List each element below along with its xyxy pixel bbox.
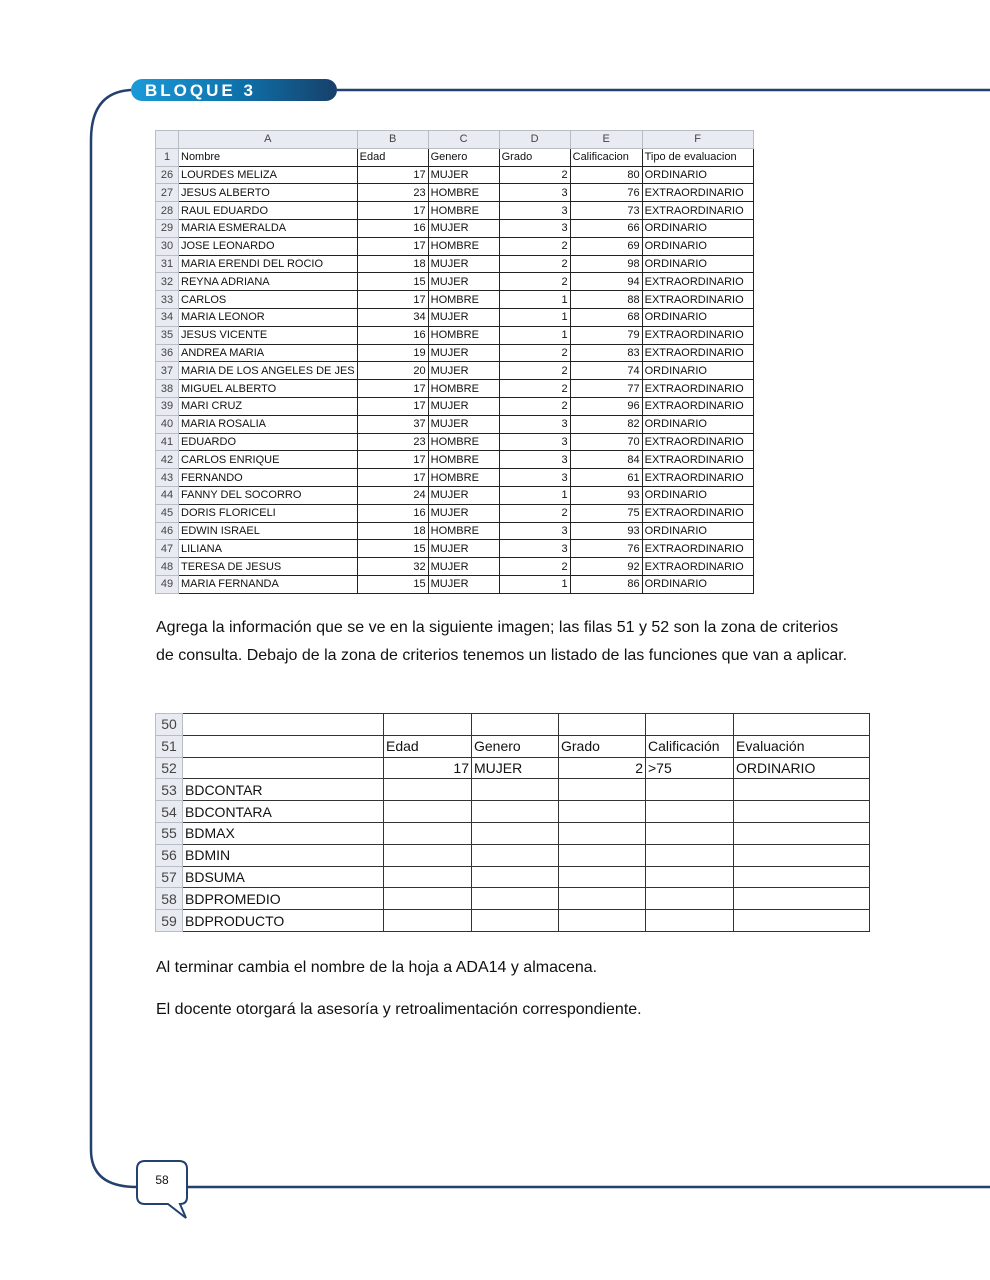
cell[interactable] bbox=[734, 779, 870, 801]
cell[interactable] bbox=[734, 910, 870, 932]
table-row bbox=[156, 415, 754, 433]
cell[interactable]: DORIS FLORICELI bbox=[179, 504, 358, 522]
row-number[interactable]: 35 bbox=[156, 326, 179, 344]
cell[interactable]: EXTRAORDINARIO bbox=[642, 397, 753, 415]
table-row bbox=[156, 714, 870, 736]
table-row bbox=[156, 451, 754, 469]
spreadsheet-table-data bbox=[155, 130, 754, 594]
cell[interactable]: 17 bbox=[357, 291, 428, 309]
cell[interactable]: 76 bbox=[570, 540, 642, 558]
cell[interactable] bbox=[646, 844, 734, 866]
cell[interactable]: HOMBRE bbox=[428, 202, 499, 220]
table-row bbox=[156, 255, 754, 273]
cell[interactable] bbox=[734, 714, 870, 736]
cell[interactable]: 1 bbox=[499, 575, 570, 593]
cell[interactable]: 23 bbox=[357, 184, 428, 202]
table-row bbox=[156, 273, 754, 291]
spreadsheet-table-criteria bbox=[155, 713, 870, 932]
cell[interactable]: 98 bbox=[570, 255, 642, 273]
cell[interactable]: 15 bbox=[357, 540, 428, 558]
cell[interactable]: 79 bbox=[570, 326, 642, 344]
cell[interactable]: 24 bbox=[357, 486, 428, 504]
row-number[interactable]: 55 bbox=[156, 822, 183, 844]
cell[interactable] bbox=[472, 801, 559, 823]
row-number[interactable]: 28 bbox=[156, 202, 179, 220]
cell[interactable] bbox=[183, 757, 384, 779]
cell[interactable]: RAUL EDUARDO bbox=[179, 202, 358, 220]
cell[interactable]: 3 bbox=[499, 451, 570, 469]
cell[interactable]: EXTRAORDINARIO bbox=[642, 273, 753, 291]
row-number[interactable]: 51 bbox=[156, 735, 183, 757]
row-number[interactable]: 41 bbox=[156, 433, 179, 451]
cell[interactable]: 82 bbox=[570, 415, 642, 433]
cell[interactable]: 70 bbox=[570, 433, 642, 451]
cell[interactable] bbox=[384, 822, 472, 844]
table-row bbox=[156, 362, 754, 380]
cell[interactable]: EDUARDO bbox=[179, 433, 358, 451]
header-cell[interactable]: Genero bbox=[428, 148, 499, 166]
cell[interactable]: Calificación bbox=[646, 735, 734, 757]
cell[interactable] bbox=[472, 822, 559, 844]
cell[interactable] bbox=[472, 888, 559, 910]
cell[interactable] bbox=[559, 888, 646, 910]
table-row bbox=[156, 822, 870, 844]
cell[interactable]: BDPROMEDIO bbox=[183, 888, 384, 910]
cell[interactable]: MUJER bbox=[428, 344, 499, 362]
cell[interactable]: EXTRAORDINARIO bbox=[642, 291, 753, 309]
cell[interactable]: BDCONTAR bbox=[183, 779, 384, 801]
cell[interactable]: BDSUMA bbox=[183, 866, 384, 888]
cell[interactable]: 2 bbox=[499, 380, 570, 398]
cell[interactable] bbox=[384, 714, 472, 736]
row-number[interactable]: 34 bbox=[156, 308, 179, 326]
cell[interactable] bbox=[384, 779, 472, 801]
cell[interactable]: 2 bbox=[559, 757, 646, 779]
cell[interactable]: MUJER bbox=[428, 219, 499, 237]
cell[interactable]: 61 bbox=[570, 469, 642, 487]
table-row bbox=[156, 779, 870, 801]
row-number[interactable]: 50 bbox=[156, 714, 183, 736]
cell[interactable]: 3 bbox=[499, 469, 570, 487]
cell[interactable]: 93 bbox=[570, 522, 642, 540]
column-letter-D[interactable]: D bbox=[499, 131, 570, 149]
cell[interactable]: 1 bbox=[499, 486, 570, 504]
cell[interactable]: 18 bbox=[357, 522, 428, 540]
cell[interactable]: HOMBRE bbox=[428, 184, 499, 202]
cell[interactable]: EXTRAORDINARIO bbox=[642, 380, 753, 398]
cell[interactable] bbox=[559, 714, 646, 736]
table-row bbox=[156, 202, 754, 220]
cell[interactable]: 77 bbox=[570, 380, 642, 398]
cell[interactable]: BDMIN bbox=[183, 844, 384, 866]
table-row bbox=[156, 344, 754, 362]
column-letter-E[interactable]: E bbox=[570, 131, 642, 149]
row-number[interactable]: 38 bbox=[156, 380, 179, 398]
cell[interactable] bbox=[472, 714, 559, 736]
cell[interactable]: 92 bbox=[570, 558, 642, 576]
table-row bbox=[156, 575, 754, 593]
cell[interactable]: 94 bbox=[570, 273, 642, 291]
cell[interactable]: 66 bbox=[570, 219, 642, 237]
table-row bbox=[156, 866, 870, 888]
cell[interactable]: 1 bbox=[499, 326, 570, 344]
cell[interactable]: MARIA ESMERALDA bbox=[179, 219, 358, 237]
cell[interactable]: HOMBRE bbox=[428, 380, 499, 398]
cell[interactable] bbox=[734, 822, 870, 844]
row-number[interactable]: 45 bbox=[156, 504, 179, 522]
cell[interactable]: 20 bbox=[357, 362, 428, 380]
cell[interactable]: MUJER bbox=[428, 575, 499, 593]
instruction-feedback: El docente otorgará la asesoría y retroalimentación correspondiente. bbox=[156, 1001, 642, 1018]
cell[interactable] bbox=[559, 779, 646, 801]
row-number[interactable]: 54 bbox=[156, 801, 183, 823]
cell[interactable]: 80 bbox=[570, 166, 642, 184]
cell[interactable]: 19 bbox=[357, 344, 428, 362]
cell[interactable]: EXTRAORDINARIO bbox=[642, 540, 753, 558]
cell[interactable]: 34 bbox=[357, 308, 428, 326]
header-cell[interactable]: Nombre bbox=[179, 148, 358, 166]
cell[interactable]: 84 bbox=[570, 451, 642, 469]
cell[interactable] bbox=[734, 866, 870, 888]
cell[interactable] bbox=[472, 844, 559, 866]
cell[interactable]: MUJER bbox=[428, 255, 499, 273]
cell[interactable]: HOMBRE bbox=[428, 469, 499, 487]
cell[interactable]: 76 bbox=[570, 184, 642, 202]
cell[interactable]: ORDINARIO bbox=[642, 166, 753, 184]
row-number[interactable]: 26 bbox=[156, 166, 179, 184]
cell[interactable]: ANDREA MARIA bbox=[179, 344, 358, 362]
cell[interactable]: 1 bbox=[499, 291, 570, 309]
cell[interactable] bbox=[384, 866, 472, 888]
table-row bbox=[156, 397, 754, 415]
header-cell[interactable]: Calificacion bbox=[570, 148, 642, 166]
cell[interactable]: 3 bbox=[499, 184, 570, 202]
table-row bbox=[156, 237, 754, 255]
cell[interactable]: 3 bbox=[499, 415, 570, 433]
cell[interactable]: MARIA ROSALIA bbox=[179, 415, 358, 433]
row-number[interactable]: 27 bbox=[156, 184, 179, 202]
cell[interactable]: MUJER bbox=[472, 757, 559, 779]
cell[interactable]: 2 bbox=[499, 558, 570, 576]
cell[interactable]: MARIA LEONOR bbox=[179, 308, 358, 326]
row-number[interactable]: 42 bbox=[156, 451, 179, 469]
cell[interactable] bbox=[472, 910, 559, 932]
table-row bbox=[156, 757, 870, 779]
cell[interactable]: 17 bbox=[357, 166, 428, 184]
cell[interactable]: 15 bbox=[357, 273, 428, 291]
cell[interactable]: MUJER bbox=[428, 273, 499, 291]
header-cell[interactable]: Edad bbox=[357, 148, 428, 166]
header-cell[interactable]: Tipo de evaluacion bbox=[642, 148, 753, 166]
cell[interactable] bbox=[183, 735, 384, 757]
table-header-row bbox=[156, 148, 754, 166]
row-number[interactable]: 40 bbox=[156, 415, 179, 433]
cell[interactable]: EXTRAORDINARIO bbox=[642, 504, 753, 522]
cell[interactable]: MIGUEL ALBERTO bbox=[179, 380, 358, 398]
table-row bbox=[156, 308, 754, 326]
cell[interactable] bbox=[646, 866, 734, 888]
cell[interactable]: 32 bbox=[357, 558, 428, 576]
header-cell[interactable]: Grado bbox=[499, 148, 570, 166]
row-number[interactable]: 58 bbox=[156, 888, 183, 910]
cell[interactable]: 3 bbox=[499, 433, 570, 451]
row-number[interactable]: 33 bbox=[156, 291, 179, 309]
cell[interactable]: MARIA DE LOS ANGELES DE JES bbox=[179, 362, 358, 380]
cell[interactable]: JESUS VICENTE bbox=[179, 326, 358, 344]
cell[interactable]: EXTRAORDINARIO bbox=[642, 202, 753, 220]
cell[interactable]: LILIANA bbox=[179, 540, 358, 558]
table-row bbox=[156, 801, 870, 823]
table-row bbox=[156, 380, 754, 398]
cell[interactable]: 2 bbox=[499, 237, 570, 255]
row-number[interactable]: 53 bbox=[156, 779, 183, 801]
cell[interactable]: EXTRAORDINARIO bbox=[642, 344, 753, 362]
table-row bbox=[156, 433, 754, 451]
cell[interactable] bbox=[559, 910, 646, 932]
cell[interactable]: EXTRAORDINARIO bbox=[642, 326, 753, 344]
cell[interactable]: BDPRODUCTO bbox=[183, 910, 384, 932]
table-row bbox=[156, 522, 754, 540]
row-number[interactable]: 44 bbox=[156, 486, 179, 504]
cell[interactable]: 75 bbox=[570, 504, 642, 522]
row-number[interactable]: 32 bbox=[156, 273, 179, 291]
cell[interactable]: CARLOS ENRIQUE bbox=[179, 451, 358, 469]
cell[interactable]: ORDINARIO bbox=[642, 575, 753, 593]
cell[interactable]: 17 bbox=[357, 202, 428, 220]
cell[interactable]: MARIA FERNANDA bbox=[179, 575, 358, 593]
cell[interactable]: 2 bbox=[499, 362, 570, 380]
row-number[interactable]: 47 bbox=[156, 540, 179, 558]
cell[interactable] bbox=[183, 714, 384, 736]
cell[interactable]: 17 bbox=[357, 469, 428, 487]
cell[interactable]: 17 bbox=[357, 237, 428, 255]
cell[interactable]: 83 bbox=[570, 344, 642, 362]
cell[interactable] bbox=[734, 844, 870, 866]
cell[interactable]: Edad bbox=[384, 735, 472, 757]
cell[interactable] bbox=[559, 822, 646, 844]
cell[interactable]: BDCONTARA bbox=[183, 801, 384, 823]
cell[interactable]: 15 bbox=[357, 575, 428, 593]
column-letter-B[interactable]: B bbox=[357, 131, 428, 149]
instruction-rename: Al terminar cambia el nombre de la hoja a ADA14 y almacena. bbox=[156, 959, 598, 976]
cell[interactable]: 2 bbox=[499, 504, 570, 522]
cell[interactable]: EXTRAORDINARIO bbox=[642, 433, 753, 451]
cell[interactable]: 86 bbox=[570, 575, 642, 593]
cell[interactable]: MARI CRUZ bbox=[179, 397, 358, 415]
cell[interactable]: MUJER bbox=[428, 362, 499, 380]
cell[interactable] bbox=[384, 844, 472, 866]
row-number[interactable]: 36 bbox=[156, 344, 179, 362]
cell[interactable]: MUJER bbox=[428, 504, 499, 522]
cell[interactable]: HOMBRE bbox=[428, 433, 499, 451]
cell[interactable] bbox=[472, 866, 559, 888]
row-number[interactable]: 37 bbox=[156, 362, 179, 380]
cell[interactable]: LOURDES MELIZA bbox=[179, 166, 358, 184]
cell[interactable]: 3 bbox=[499, 540, 570, 558]
table-row bbox=[156, 844, 870, 866]
cell[interactable]: MUJER bbox=[428, 558, 499, 576]
cell[interactable] bbox=[646, 779, 734, 801]
cell[interactable]: HOMBRE bbox=[428, 237, 499, 255]
cell[interactable]: 2 bbox=[499, 255, 570, 273]
table-row bbox=[156, 469, 754, 487]
table-row bbox=[156, 910, 870, 932]
row-number[interactable]: 29 bbox=[156, 219, 179, 237]
row-number[interactable]: 46 bbox=[156, 522, 179, 540]
cell[interactable]: 3 bbox=[499, 202, 570, 220]
row-number[interactable]: 31 bbox=[156, 255, 179, 273]
cell[interactable]: ORDINARIO bbox=[642, 486, 753, 504]
cell[interactable] bbox=[646, 801, 734, 823]
cell[interactable]: REYNA ADRIANA bbox=[179, 273, 358, 291]
cell[interactable]: 2 bbox=[499, 166, 570, 184]
cell[interactable]: 2 bbox=[499, 344, 570, 362]
table-row bbox=[156, 888, 870, 910]
cell[interactable]: FANNY DEL SOCORRO bbox=[179, 486, 358, 504]
cell[interactable]: 88 bbox=[570, 291, 642, 309]
table-row bbox=[156, 540, 754, 558]
row-number[interactable]: 57 bbox=[156, 866, 183, 888]
cell[interactable]: Grado bbox=[559, 735, 646, 757]
cell[interactable]: 2 bbox=[499, 273, 570, 291]
cell[interactable]: 2 bbox=[499, 397, 570, 415]
cell[interactable] bbox=[559, 866, 646, 888]
cell[interactable] bbox=[734, 888, 870, 910]
cell[interactable]: MARIA ERENDI DEL ROCIO bbox=[179, 255, 358, 273]
cell[interactable] bbox=[472, 779, 559, 801]
cell[interactable]: EXTRAORDINARIO bbox=[642, 184, 753, 202]
row-number[interactable]: 59 bbox=[156, 910, 183, 932]
section-banner: BLOQUE 3 bbox=[131, 79, 337, 101]
column-letter-C[interactable]: C bbox=[428, 131, 499, 149]
cell[interactable]: 17 bbox=[384, 757, 472, 779]
cell[interactable]: 74 bbox=[570, 362, 642, 380]
cell[interactable]: ORDINARIO bbox=[642, 237, 753, 255]
instruction-paragraph: Agrega la información que se ve en la siguiente imagen; las filas 51 y 52 son la zona de criterios de consulta. Debajo de la zona de criterios tenemos un listado de las funciones que van a aplicar. bbox=[156, 619, 848, 664]
cell[interactable]: JESUS ALBERTO bbox=[179, 184, 358, 202]
cell[interactable]: 3 bbox=[499, 219, 570, 237]
cell[interactable]: MUJER bbox=[428, 397, 499, 415]
cell[interactable] bbox=[384, 910, 472, 932]
row-number[interactable]: 56 bbox=[156, 844, 183, 866]
table-row bbox=[156, 735, 870, 757]
cell[interactable]: MUJER bbox=[428, 486, 499, 504]
table-row bbox=[156, 291, 754, 309]
cell[interactable]: BDMAX bbox=[183, 822, 384, 844]
cell[interactable]: 37 bbox=[357, 415, 428, 433]
cell[interactable]: HOMBRE bbox=[428, 326, 499, 344]
cell[interactable] bbox=[384, 801, 472, 823]
row-number[interactable]: 49 bbox=[156, 575, 179, 593]
cell[interactable]: EXTRAORDINARIO bbox=[642, 451, 753, 469]
cell[interactable] bbox=[646, 888, 734, 910]
cell[interactable]: 68 bbox=[570, 308, 642, 326]
cell[interactable]: HOMBRE bbox=[428, 522, 499, 540]
cell[interactable]: MUJER bbox=[428, 540, 499, 558]
table-row bbox=[156, 504, 754, 522]
page-number: 58 bbox=[155, 1173, 169, 1187]
cell[interactable]: 16 bbox=[357, 219, 428, 237]
cell[interactable]: 17 bbox=[357, 451, 428, 469]
cell[interactable]: MUJER bbox=[428, 166, 499, 184]
cell[interactable]: EXTRAORDINARIO bbox=[642, 558, 753, 576]
table-row bbox=[156, 166, 754, 184]
cell[interactable]: 96 bbox=[570, 397, 642, 415]
cell[interactable]: ORDINARIO bbox=[734, 757, 870, 779]
cell[interactable]: Genero bbox=[472, 735, 559, 757]
table-row bbox=[156, 558, 754, 576]
cell[interactable]: MUJER bbox=[428, 308, 499, 326]
row-number[interactable]: 52 bbox=[156, 757, 183, 779]
cell[interactable]: ORDINARIO bbox=[642, 415, 753, 433]
row-number[interactable]: 39 bbox=[156, 397, 179, 415]
cell[interactable]: ORDINARIO bbox=[642, 362, 753, 380]
cell[interactable]: 18 bbox=[357, 255, 428, 273]
table-row bbox=[156, 326, 754, 344]
table-row bbox=[156, 486, 754, 504]
column-letter-A[interactable]: A bbox=[179, 131, 358, 149]
table-row bbox=[156, 219, 754, 237]
cell[interactable]: ORDINARIO bbox=[642, 522, 753, 540]
table-row bbox=[156, 184, 754, 202]
cell[interactable]: 16 bbox=[357, 326, 428, 344]
cell[interactable]: MUJER bbox=[428, 415, 499, 433]
cell[interactable]: FERNANDO bbox=[179, 469, 358, 487]
row-number[interactable]: 1 bbox=[156, 148, 179, 166]
cell[interactable] bbox=[646, 910, 734, 932]
cell[interactable]: 16 bbox=[357, 504, 428, 522]
cell[interactable]: HOMBRE bbox=[428, 451, 499, 469]
cell[interactable] bbox=[559, 801, 646, 823]
cell[interactable]: ORDINARIO bbox=[642, 308, 753, 326]
cell[interactable]: EXTRAORDINARIO bbox=[642, 469, 753, 487]
cell[interactable]: >75 bbox=[646, 757, 734, 779]
select-all-corner[interactable] bbox=[156, 131, 179, 149]
cell[interactable]: TERESA DE JESUS bbox=[179, 558, 358, 576]
cell[interactable]: 1 bbox=[499, 308, 570, 326]
cell[interactable]: 17 bbox=[357, 397, 428, 415]
row-number[interactable]: 48 bbox=[156, 558, 179, 576]
cell[interactable]: Evaluación bbox=[734, 735, 870, 757]
cell[interactable]: 69 bbox=[570, 237, 642, 255]
cell[interactable] bbox=[559, 844, 646, 866]
cell[interactable]: EDWIN ISRAEL bbox=[179, 522, 358, 540]
row-number[interactable]: 30 bbox=[156, 237, 179, 255]
cell[interactable]: ORDINARIO bbox=[642, 219, 753, 237]
cell[interactable] bbox=[646, 822, 734, 844]
cell[interactable]: HOMBRE bbox=[428, 291, 499, 309]
cell[interactable]: 17 bbox=[357, 380, 428, 398]
cell[interactable]: 3 bbox=[499, 522, 570, 540]
cell[interactable]: ORDINARIO bbox=[642, 255, 753, 273]
column-letter-F[interactable]: F bbox=[642, 131, 753, 149]
column-header-row bbox=[156, 131, 754, 149]
cell[interactable]: 23 bbox=[357, 433, 428, 451]
cell[interactable] bbox=[646, 714, 734, 736]
cell[interactable] bbox=[384, 888, 472, 910]
cell[interactable] bbox=[734, 801, 870, 823]
cell[interactable]: 73 bbox=[570, 202, 642, 220]
cell[interactable]: 93 bbox=[570, 486, 642, 504]
cell[interactable]: CARLOS bbox=[179, 291, 358, 309]
cell[interactable]: JOSE LEONARDO bbox=[179, 237, 358, 255]
row-number[interactable]: 43 bbox=[156, 469, 179, 487]
